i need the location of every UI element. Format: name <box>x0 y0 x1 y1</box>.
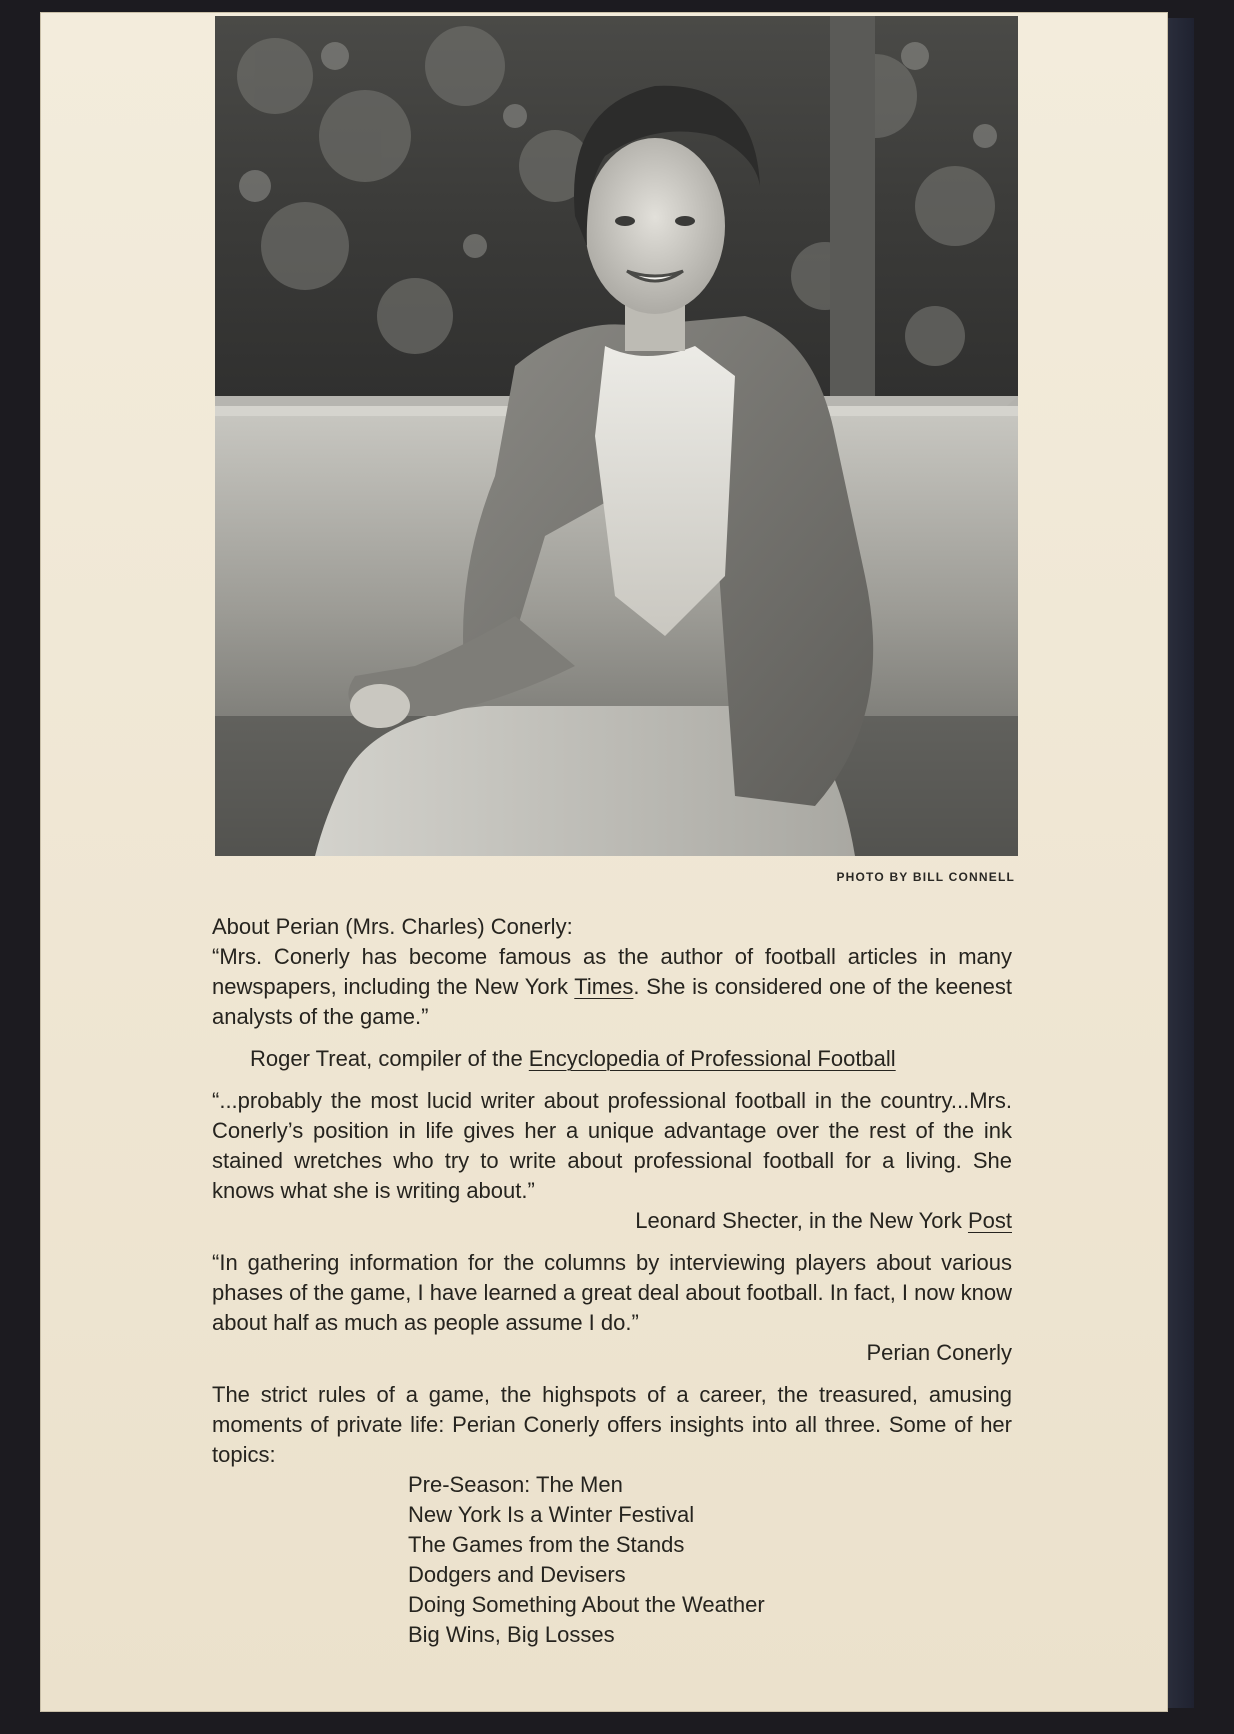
quote-conerly: “In gathering information for the columns by interviewing players about various phases of the game, I have learned a great deal about football. In fact, I now know about half as much as people assume I do.” <box>212 1250 1012 1335</box>
quote-treat <box>212 942 1012 1032</box>
topic-item: The Games from the Stands <box>408 1532 685 1557</box>
topic-item: Doing Something About the Weather <box>408 1592 765 1617</box>
topic-list <box>212 1470 1012 1650</box>
topic-item: New York Is a Winter Festival <box>408 1502 695 1527</box>
back-cover <box>40 12 1168 1712</box>
jacket-spine-edge <box>1168 18 1194 1708</box>
attribution-treat-work: Encyclopedia of Professional Football <box>528 1046 896 1071</box>
topic-item: Pre-Season: The Men <box>408 1472 623 1497</box>
book-summary: The strict rules of a game, the highspots of a career, the treasured, amusing moments of private life: Perian Conerly offers insights into all three. Some of her topics: <box>212 1382 1012 1467</box>
attribution-treat <box>212 1044 1012 1074</box>
author-portrait-photo <box>215 16 1018 856</box>
portrait-illustration <box>215 16 1018 856</box>
quote-treat-text-a: “Mrs. Conerly has become famous as the author of football articles in many newspapers, including the New York <box>212 944 1012 999</box>
attribution-treat-prefix: Roger Treat, compiler of the <box>250 1046 529 1071</box>
topic-item: Big Wins, Big Losses <box>408 1622 615 1647</box>
attribution-shecter-publication: Post <box>967 1208 1012 1233</box>
attribution-shecter <box>212 1206 1012 1236</box>
attribution-shecter-prefix: Leonard Shecter, in the New York <box>635 1208 968 1233</box>
attribution-conerly: Perian Conerly <box>866 1340 1012 1365</box>
photo-credit: PHOTO BY BILL CONNELL <box>836 870 1015 884</box>
quote-treat-publication: Times <box>574 974 634 999</box>
about-heading: About Perian (Mrs. Charles) Conerly: <box>212 914 573 939</box>
topic-item: Dodgers and Devisers <box>408 1562 626 1587</box>
jacket-blurb <box>212 912 1012 1650</box>
quote-shecter: “...probably the most lucid writer about professional football in the country...Mrs. Conerly’s position in life gives her a unique advantage over the rest of the ink stained wretches who try to write about professional football for a living. She knows what she is writing about.” <box>212 1088 1012 1203</box>
quote-treat-text-b: . She is considered one of the keenest analysts of the game.” <box>212 974 1013 1029</box>
